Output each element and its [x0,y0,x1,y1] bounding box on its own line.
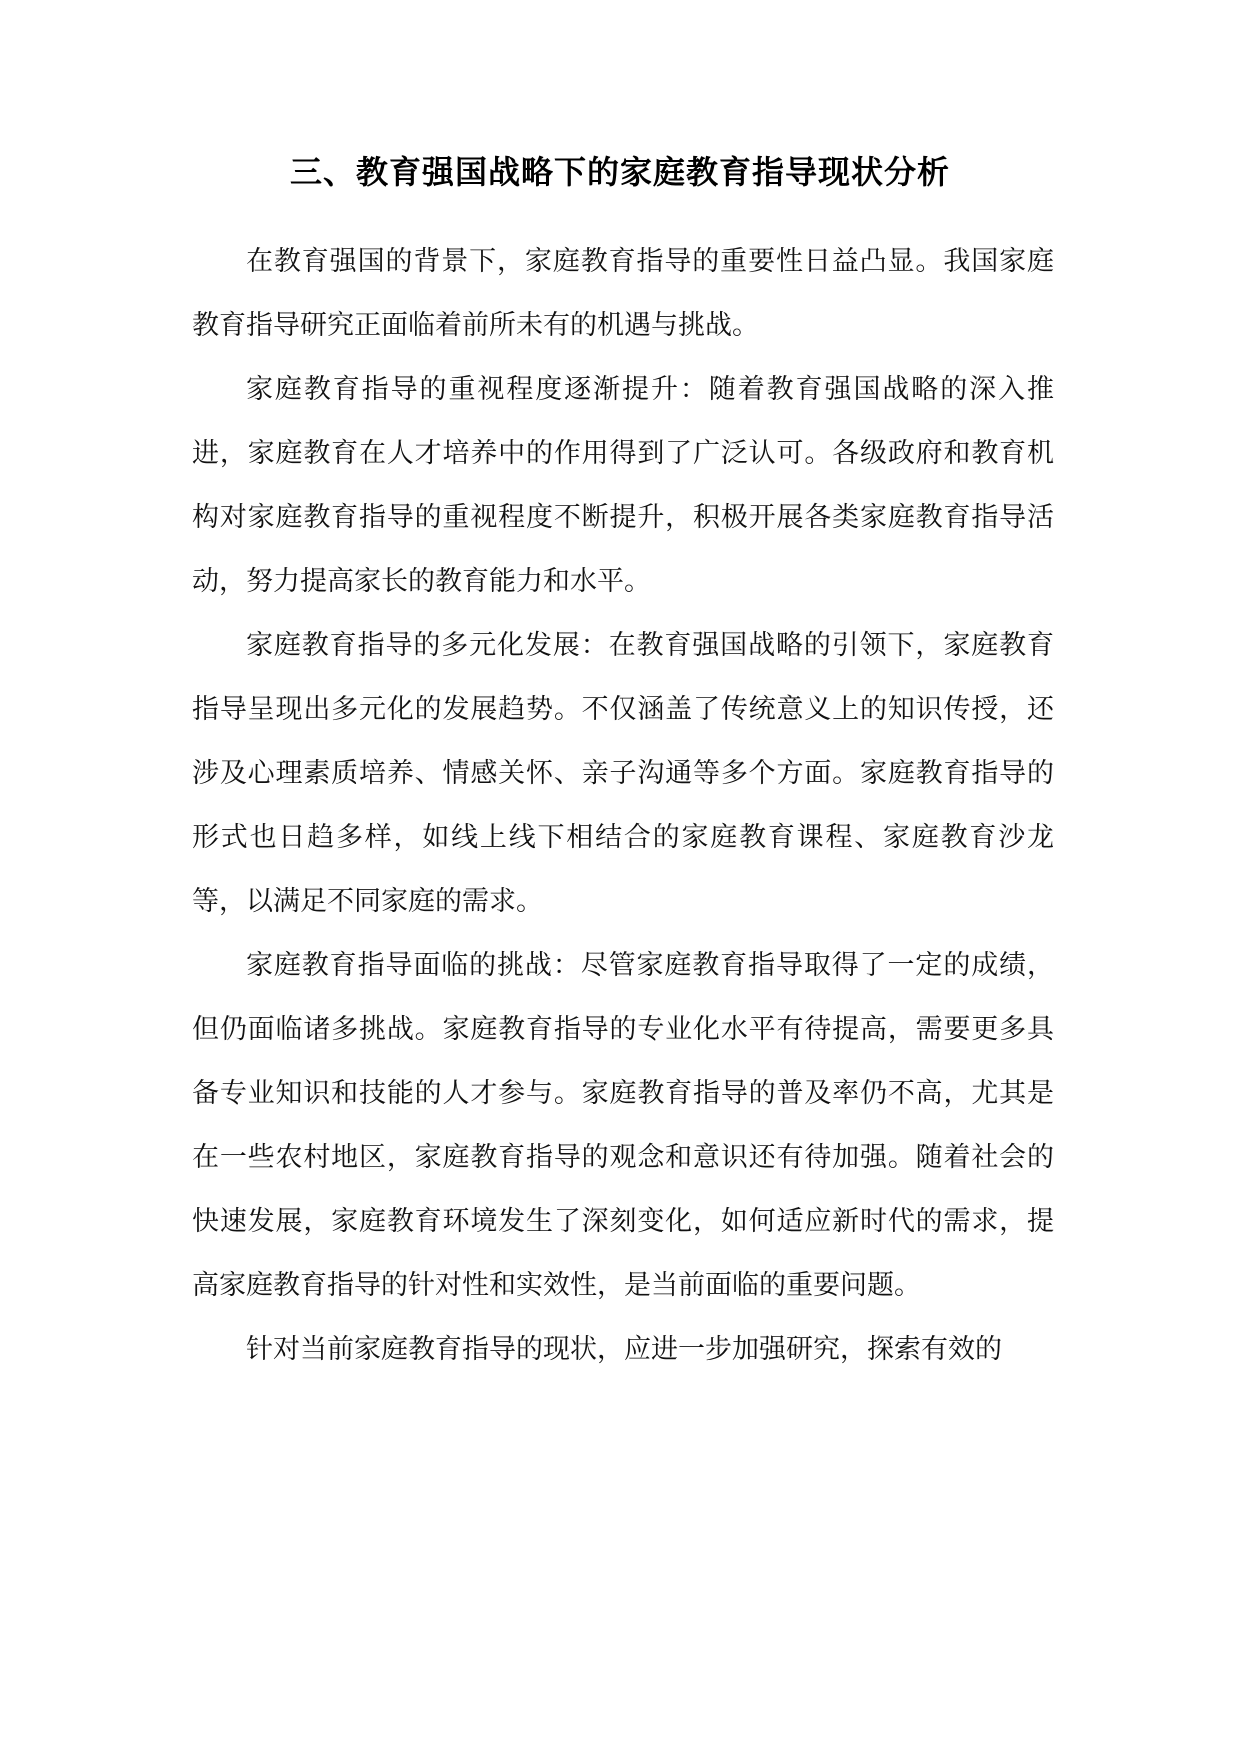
paragraph-conclusion: 针对当前家庭教育指导的现状，应进一步加强研究，探索有效的 [246,1334,1002,1365]
paragraph-challenges: 家庭教育指导面临的挑战：尽管家庭教育指导取得了一定的成绩，但仍面临诸多挑战。家庭教育指导的专业化水平有待提高，需要更多具备专业知识和技能的人才参与。家庭教育指导的普及率仍不高，尤其是在一些农村地区，家庭教育指导的观念和意识还有待加强。随着社会的快速发展，家庭教育环境发生了深刻变化，如何适应新时代的需求，提高家庭教育指导的针对性和实效性，是当前面临的重要问题。 [192,950,1054,1301]
paragraph-intro: 在教育强国的背景下，家庭教育指导的重要性日益凸显。我国家庭教育指导研究正面临着前所未有的机遇与挑战。 [192,246,1054,341]
paragraph-diversification: 家庭教育指导的多元化发展：在教育强国战略的引领下，家庭教育指导呈现出多元化的发展趋势。不仅涵盖了传统意义上的知识传授，还涉及心理素质培养、情感关怀、亲子沟通等多个方面。家庭教育指导的形式也日趋多样，如线上线下相结合的家庭教育课程、家庭教育沙龙等，以满足不同家庭的需求。 [192,630,1054,917]
section-heading: 三、教育强国战略下的家庭教育指导现状分析 [289,153,950,191]
paragraph-emphasis: 家庭教育指导的重视程度逐渐提升：随着教育强国战略的深入推进，家庭教育在人才培养中的作用得到了广泛认可。各级政府和教育机构对家庭教育指导的重视程度不断提升，积极开展各类家庭教育指导活动，努力提高家长的教育能力和水平。 [192,374,1054,597]
body-text [192,230,1054,1382]
